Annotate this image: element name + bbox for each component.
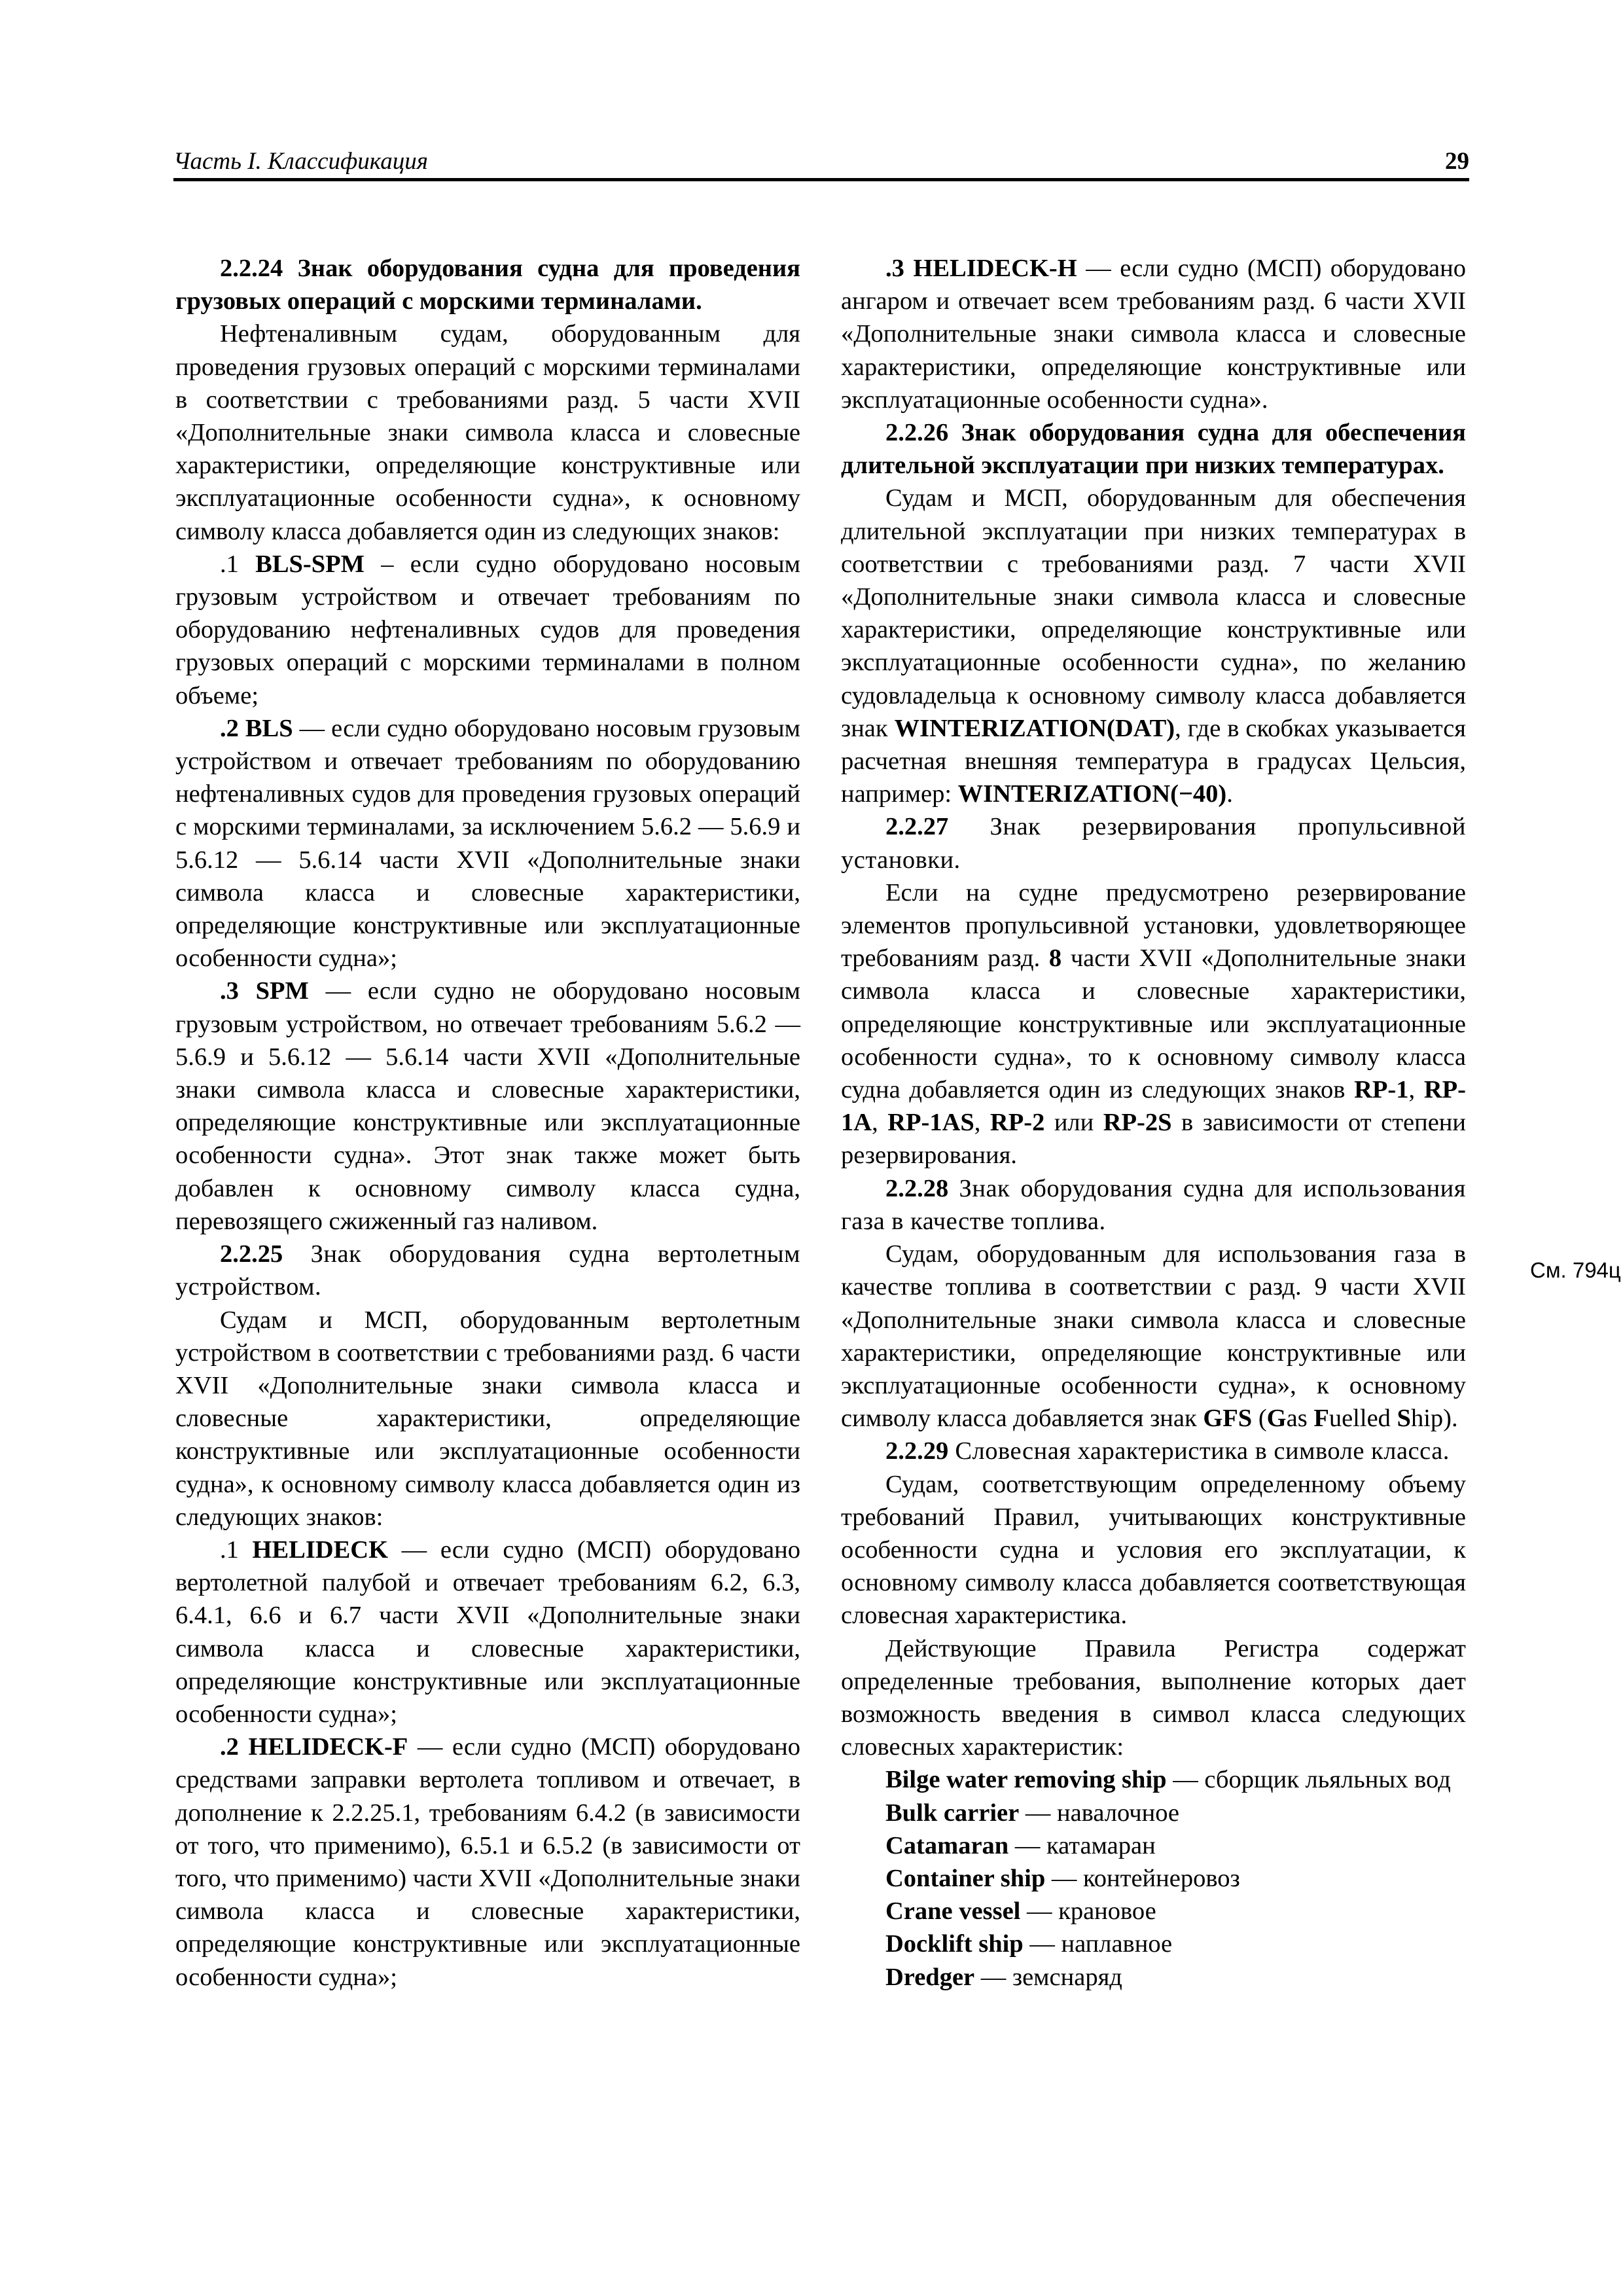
list-item: Container ship — контейнеровоз	[885, 1864, 1240, 1892]
class-mark: RP-1AS	[887, 1109, 974, 1137]
class-mark: WINTERIZATION(DAT)	[894, 714, 1175, 742]
list-item: Bulk carrier — навалочное	[885, 1799, 1179, 1827]
section-2-2-28-heading: 2.2.28 Знак оборудования судна для использования газа в качестве топлива.	[841, 1174, 1466, 1235]
paragraph: Нефтеналивным судам, оборудованным для проведения грузовых операций с морскими терминалами в соответствии с требованиями разд. 5 части XVII «Дополнительные знаки символа класса и словесные характеристики, определяющие конструктивные или эксплуатационные особенности судна», к основному символу класса добавляется один из следующих знаков:	[175, 320, 800, 545]
section-2-2-29-heading: 2.2.29 Словесная характеристика в символе класса.	[885, 1437, 1450, 1465]
running-title: Часть I. Классификация	[173, 148, 428, 175]
left-column	[175, 252, 800, 1994]
paragraph: Действующие Правила Регистра содержат определенные требования, выполнение которых дает возможность введения в символ класса следующих словесных характеристик:	[841, 1634, 1466, 1761]
section-2-2-24-heading: 2.2.24 Знак оборудования судна для проведения грузовых операций с морскими терминалами.	[175, 255, 800, 315]
list-item: Bilge water removing ship — сборщик льяльных вод	[885, 1766, 1451, 1794]
paragraph: Судам и МСП, оборудованным вертолетным устройством в соответствии с требованиями разд. 6 части XVII «Дополнительные знаки символа класса и словесные характеристики, определяющие конструктивные или эксплуатационные особенности судна», к основному символу класса добавляется один из следующих знаков:	[175, 1306, 800, 1531]
class-mark: RP-1	[1354, 1076, 1409, 1104]
list-item: .3 SPM — если судно не оборудовано носовым грузовым устройством, но отвечает требованиям 5.6.2 — 5.6.9 и 5.6.12 — 5.6.14 части XVII «Дополнительные знаки символа класса и словесные характеристики, определяющие конструктивные или эксплуатационные особенности судна». Этот знак также может быть добавлен к основному символу класса судна, перевозящего сжиженный газ наливом.	[175, 977, 801, 1235]
section-2-2-26-heading: 2.2.26 Знак оборудования судна для обеспечения длительной эксплуатации при низких температурах.	[841, 419, 1466, 480]
list-item: Crane vessel — крановое	[885, 1897, 1156, 1926]
class-mark: RP-2S	[1103, 1109, 1172, 1137]
list-item: .1 HELIDECK — если судно (МСП) оборудовано вертолетной палубой и отвечает требованиям 6.2, 6.3, 6.4.1, 6.6 и 6.7 части XVII «Дополнительные знаки символа класса и словесные характеристики, определяющие конструктивные или эксплуатационные особенности судна»;	[175, 1535, 800, 1728]
list-item: .2 BLS — если судно оборудовано носовым грузовым устройством и отвечает требованиям по оборудованию нефтеналивных судов для проведения грузовых операций с морскими терминалами, за исключением 5.6.2 — 5.6.9 и 5.6.12 — 5.6.14 части XVII «Дополнительные знаки символа класса и словесные характеристики, определяющие конструктивные или эксплуатационные особенности судна»;	[175, 714, 801, 973]
page-header	[173, 147, 1469, 179]
list-item: Catamaran — катамаран	[885, 1831, 1156, 1859]
list-item: .1 BLS-SPM – если судно оборудовано носовым грузовым устройством и отвечает требованиям по оборудованию нефтеналивных судов для проведения грузовых операций с морскими терминалами в полном объеме;	[175, 550, 801, 709]
class-mark: SPM	[255, 977, 309, 1005]
class-mark: WINTERIZATION(−40)	[957, 780, 1227, 808]
class-mark: RP-1A	[841, 1076, 1466, 1137]
list-item: Docklift ship — наплавное	[885, 1930, 1173, 1958]
class-mark: HELIDECK-F	[248, 1733, 408, 1761]
paragraph: Судам и МСП, оборудованным для обеспечения длительной эксплуатации при низких температурах в соответствии с требованиями разд. 7 части XVII «Дополнительные знаки символа класса и словесные характеристики, определяющие конструктивные или эксплуатационные особенности судна», по желанию судовладельца к основному символу класса добавляется знак WINTERIZATION(DAT), где в скобках указывается расчетная внешняя температура в градусах Цельсия, например: WINTERIZATION(−40).	[841, 484, 1467, 808]
page-number: 29	[1445, 148, 1469, 175]
class-mark: HELIDECK-H	[913, 255, 1077, 282]
paragraph: Если на судне предусмотрено резервирование элементов пропульсивной установки, удовлетворяющее требованиям разд. 8 части XVII «Дополнительные знаки символа класса и словесные характеристики, определяющие конструктивные или эксплуатационные особенности судна», то к основному символу класса судна добавляется один из следующих знаков RP-1, RP-1A, RP-1AS, RP-2 или RP-2S в зависимости от степени резервирования.	[841, 878, 1467, 1170]
list-item: .3 HELIDECK-H — если судно (МСП) оборудовано ангаром и отвечает всем требованиям разд. 6 части XVII «Дополнительные знаки символа класса и словесные характеристики, определяющие конструктивные или эксплуатационные особенности судна».	[841, 255, 1467, 414]
characteristics-list	[841, 1763, 1466, 1993]
class-mark: HELIDECK	[252, 1535, 389, 1564]
header-rule	[173, 178, 1469, 181]
class-mark: BLS-SPM	[255, 550, 365, 578]
class-mark: RP-2	[990, 1109, 1045, 1137]
right-column	[841, 252, 1466, 1994]
margin-note: См. 794ц	[1530, 1258, 1621, 1282]
list-item: .2 HELIDECK-F — если судно (МСП) оборудовано средствами заправки вертолета топливом и отвечает, в дополнение к 2.2.25.1, требованиям 6.4.2 (в зависимости от того, что применимо), 6.5.1 и 6.5.2 (в зависимости от того, что применимо) части XVII «Дополнительные знаки символа класса и словесные характеристики, определяющие конструктивные или эксплуатационные особенности судна»;	[175, 1733, 801, 1991]
section-2-2-25-heading: 2.2.25 Знак оборудования судна вертолетным устройством.	[175, 1240, 800, 1301]
paragraph: Судам, соответствующим определенному объему требований Правил, учитывающих конструктивные особенности судна и условия его эксплуатации, к основному символу класса добавляется соответствующая словесная характеристика.	[841, 1470, 1466, 1630]
class-mark: BLS	[245, 714, 293, 742]
section-2-2-27-heading: 2.2.27 Знак резервирования пропульсивной установки.	[841, 813, 1466, 874]
class-mark: GFS	[1203, 1405, 1253, 1433]
paragraph: Судам, оборудованным для использования газа в качестве топлива в соответствии с разд. 9 части XVII «Дополнительные знаки символа класса и словесные характеристики, определяющие конструктивные или эксплуатационные особенности судна», к основному символу класса добавляется знак GFS (Gas Fuelled Ship).	[841, 1240, 1466, 1433]
list-item: Dredger — земснаряд	[885, 1963, 1122, 1991]
